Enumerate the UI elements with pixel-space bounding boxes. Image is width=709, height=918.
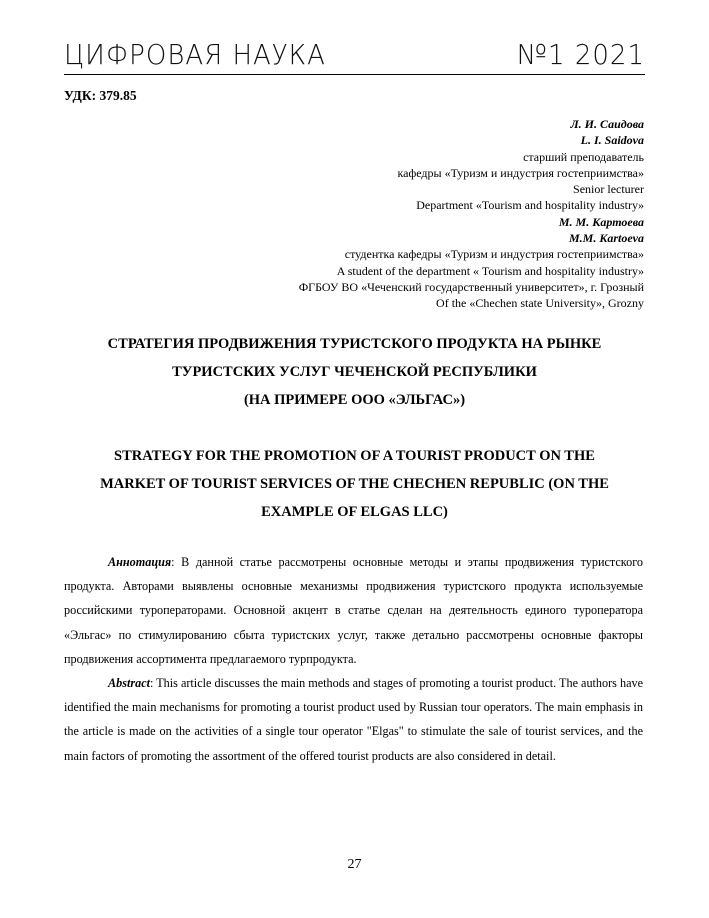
author-line: L. I. Saidova — [580, 133, 644, 148]
author-line: ФГБОУ ВО «Чеченский государственный университет», г. Грозный — [298, 279, 644, 294]
title-line: ТУРИСТСКИХ УСЛУГ ЧЕЧЕНСКОЙ РЕСПУБЛИКИ — [172, 364, 537, 380]
author-line: студентка кафедры «Туризм и индустрия гостеприимства» — [344, 247, 644, 262]
abstract-label: Abstract — [108, 676, 150, 691]
title-line: СТРАТЕГИЯ ПРОДВИЖЕНИЯ ТУРИСТСКОГО ПРОДУКТА НА РЫНКЕ — [107, 336, 602, 352]
title-line: STRATEGY FOR THE PROMOTION OF A TOURIST PRODUCT ON THE — [114, 448, 595, 464]
author-block — [84, 116, 644, 312]
author-line: Of the «Chechen state University», Grozny — [436, 296, 644, 311]
author-line: A student of the department « Tourism and hospitality industry» — [336, 263, 644, 278]
journal-header — [64, 40, 645, 75]
abstract-text: : В данной статье рассмотрены основные методы и этапы продвижения туристского продукта. Авторами выявлены основные механизмы продвижения туристского продукта используемые российскими туроператорами. Основной акцент в статье сделан на деятельность единого туроператора «Эльгас» по стимулированию сбыта туристских услуг, также детально рассмотрены основные факторы продвижения ассортимента предлагаемого турпродукта. — [64, 555, 643, 666]
author-line: старший преподаватель — [523, 149, 644, 164]
abstract-label: Аннотация — [108, 555, 172, 569]
title-russian — [64, 330, 645, 414]
abstract-english — [64, 671, 643, 768]
author-line: Л. И. Саидова — [570, 117, 644, 131]
title-line: MARKET OF TOURIST SERVICES OF THE CHECHEN REPUBLIC (ON THE — [100, 476, 609, 492]
author-line: M.M. Kartoeva — [569, 231, 644, 246]
journal-name: ЦИФРОВАЯ НАУКА — [64, 40, 326, 72]
author-line: кафедры «Туризм и индустрия гостеприимства» — [397, 165, 644, 180]
author-line: Department «Tourism and hospitality industry» — [416, 198, 644, 213]
udc-code: УДК: 379.85 — [64, 88, 137, 103]
title-english — [64, 442, 645, 526]
title-line: (НА ПРИМЕРЕ ООО «ЭЛЬГАС») — [243, 392, 466, 408]
abstract-text: : This article discusses the main methods and stages of promoting a tourist product. The authors have identified the main mechanisms for promoting a tourist product used by Russian tour operators. The main emphasis in the article is made on the activities of a single tour operator "Elgas" to stimulate the sale of tourist services, and the main factors of promoting the assortment of the offered tourist products are also considered in detail. — [64, 676, 643, 763]
issue-number: №1 2021 — [516, 40, 645, 72]
author-line: М. М. Картоева — [558, 214, 644, 229]
abstract-section — [64, 550, 643, 768]
title-line: EXAMPLE OF ELGAS LLC) — [261, 504, 448, 520]
abstract-russian — [64, 550, 643, 671]
page-number: 27 — [347, 857, 362, 872]
author-line: Senior lecturer — [573, 182, 644, 197]
